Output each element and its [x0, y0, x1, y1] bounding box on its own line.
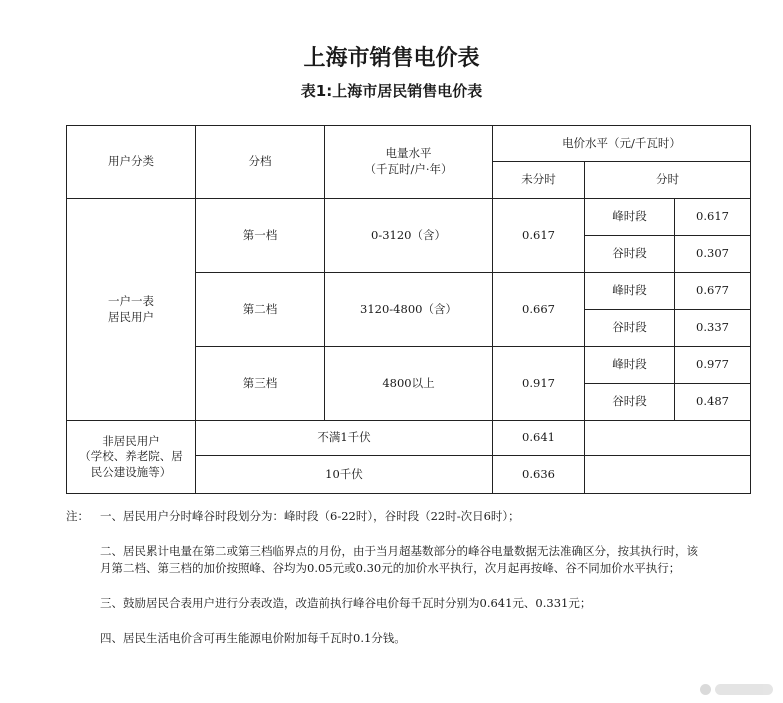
- note-4: 四、居民生活电价含可再生能源电价附加每千瓦时0.1分钱。: [100, 631, 406, 645]
- peak-price: 0.977: [675, 347, 751, 384]
- document-title: 上海市销售电价表: [303, 46, 480, 71]
- header-usage-level: [325, 126, 493, 199]
- header-time-of-use: 分时: [585, 162, 751, 199]
- header-tier: 分档: [196, 126, 325, 199]
- peak-label: 峰时段: [585, 273, 675, 310]
- notes-label: 注：: [66, 509, 89, 523]
- note-item: [66, 595, 706, 612]
- empty-time-of-use-cell: [585, 421, 751, 456]
- tier-range: 4800以上: [325, 347, 493, 421]
- residential-user-line2: 居民用户: [108, 309, 154, 324]
- tier-flat-price: 0.617: [493, 199, 585, 273]
- tier-range: 3120-4800（含）: [325, 273, 493, 347]
- note-1: 一、居民用户分时峰谷时段划分为：峰时段（6-22时），谷时段（22时-次日6时）；: [100, 509, 520, 523]
- peak-label: 峰时段: [585, 199, 675, 236]
- voltage-level: 不满1千伏: [196, 421, 493, 456]
- header-price-level: 电价水平（元/千瓦时）: [493, 126, 751, 162]
- header-user-type: 用户分类: [67, 126, 196, 199]
- header-usage-level-line2: （千瓦时/户·年）: [364, 162, 453, 176]
- table-subtitle: 表1:上海市居民销售电价表: [300, 82, 483, 100]
- valley-label: 谷时段: [585, 310, 675, 347]
- empty-time-of-use-cell: [585, 456, 751, 494]
- watermark-logo-icon: [700, 684, 711, 695]
- residential-user-cell: [67, 199, 196, 421]
- valley-price: 0.337: [675, 310, 751, 347]
- notes-section: [66, 508, 706, 647]
- non-residential-line3: 民公建设施等）: [90, 464, 172, 479]
- tier-name: 第二档: [196, 273, 325, 347]
- tier-name: 第一档: [196, 199, 325, 273]
- note-2: 二、居民累计电量在第二或第三档临界点的月份，由于当月超基数部分的峰谷电量数据无法准确区分，按其执行时，该月第二档、第三档的加价按照峰、谷均为0.05元或0.30元的加价水平执行，次月起再按峰、谷不同加价水平执行；: [100, 544, 698, 575]
- note-item: [66, 508, 706, 525]
- residential-user-line1: 一户一表: [108, 293, 154, 308]
- valley-price: 0.487: [675, 384, 751, 421]
- non-residential-price: 0.636: [493, 456, 585, 494]
- valley-label: 谷时段: [585, 236, 675, 273]
- watermark-text-block: [715, 684, 773, 695]
- peak-price: 0.617: [675, 199, 751, 236]
- note-3: 三、鼓励居民合表用户进行分表改造，改造前执行峰谷电价每千瓦时分别为0.641元、0.331元；: [100, 596, 592, 610]
- note-item: [66, 543, 706, 577]
- note-item: [66, 630, 706, 647]
- tier-flat-price: 0.667: [493, 273, 585, 347]
- non-residential-price: 0.641: [493, 421, 585, 456]
- peak-label: 峰时段: [585, 347, 675, 384]
- non-residential-line1: 非居民用户: [102, 433, 160, 448]
- electricity-price-table: [66, 125, 751, 494]
- non-residential-line2: （学校、养老院、居: [79, 449, 183, 464]
- tier-range: 0-3120（含）: [325, 199, 493, 273]
- valley-price: 0.307: [675, 236, 751, 273]
- valley-label: 谷时段: [585, 384, 675, 421]
- voltage-level: 10千伏: [196, 456, 493, 494]
- non-residential-user-cell: [67, 421, 196, 494]
- tier-flat-price: 0.917: [493, 347, 585, 421]
- watermark: [700, 684, 773, 695]
- header-usage-level-line1: 电量水平: [385, 146, 432, 161]
- tier-name: 第三档: [196, 347, 325, 421]
- peak-price: 0.677: [675, 273, 751, 310]
- header-flat-rate: 未分时: [493, 162, 585, 199]
